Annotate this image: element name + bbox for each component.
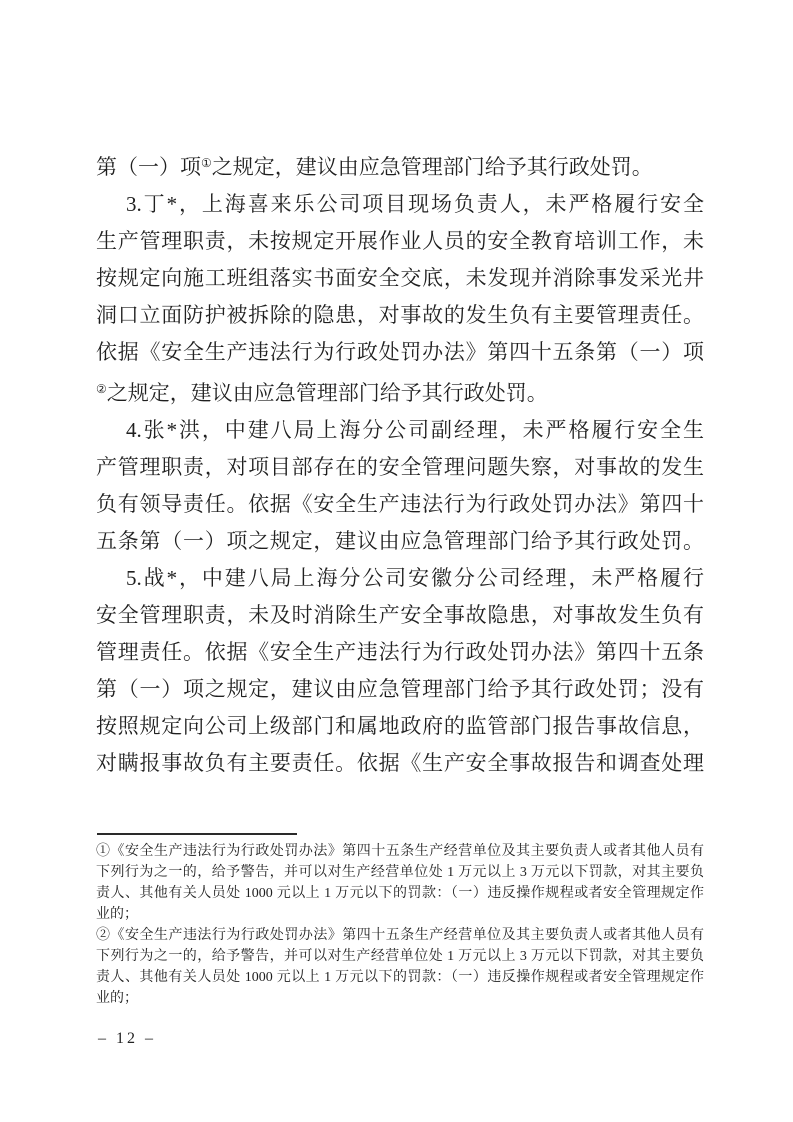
text-line [96, 186, 704, 223]
text-segment: 产管理职责，对项目部存在的安全管理问题失察，对事故的发生 [96, 455, 704, 479]
footnote-marker: ② [96, 928, 111, 943]
text-segment: 洞口立面防护被拆除的隐患，对事故的发生负有主要管理责任。 [96, 303, 704, 327]
text-line [96, 412, 704, 449]
footnote-text: 下列行为之一的，给予警告，并可以对生产经营单位处 1 万元以上 3 万元以下罚款，对其主要负 [96, 949, 704, 964]
footnote-line [96, 988, 704, 1009]
footnote-line [96, 967, 704, 988]
footnote-line [96, 904, 704, 925]
text-line [96, 486, 704, 523]
text-segment: 之规定，建议由应急管理部门给予其行政处罚。 [106, 381, 548, 405]
text-line [96, 597, 704, 634]
text-line [96, 560, 704, 597]
footnote-text: 业的； [96, 907, 138, 922]
footnotes-section [96, 833, 704, 1009]
text-line [96, 371, 704, 412]
text-line [96, 745, 704, 782]
text-segment: 5.战*，中建八局上海分公司安徽分公司经理，未严格履行 [126, 566, 704, 590]
text-line [96, 449, 704, 486]
footnote-marker: ① [96, 844, 111, 859]
footnote-line [96, 883, 704, 904]
footnote-text: 《安全生产违法行为行政处罚办法》第四十五条生产经营单位及其主要负责人或者其他人员有 [110, 928, 705, 943]
text-segment: 生产管理职责，未按规定开展作业人员的安全教育培训工作，未 [96, 229, 704, 253]
footnote-text: 业的； [96, 991, 138, 1006]
text-line [96, 145, 704, 186]
text-segment: 按照规定向公司上级部门和属地政府的监管部门报告事故信息， [96, 714, 704, 738]
footnote-text: 《安全生产违法行为行政处罚办法》第四十五条生产经营单位及其主要负责人或者其他人员有 [110, 844, 705, 859]
footnote-line [96, 862, 704, 883]
text-segment: 按规定向施工班组落实书面安全交底，未发现并消除事发采光井 [96, 266, 704, 290]
text-segment: 3.丁*，上海喜来乐公司项目现场负责人，未严格履行安全 [126, 192, 704, 216]
text-segment: 依据《安全生产违法行为行政处罚办法》第四十五条第（一）项 [96, 340, 704, 364]
text-line [96, 634, 704, 671]
footnote-reference-mark: ② [96, 382, 107, 396]
text-segment: 4.张*洪，中建八局上海分公司副经理，未严格履行安全生 [126, 418, 704, 442]
text-line [96, 297, 704, 334]
text-segment: 对瞒报事故负有主要责任。依据《生产安全事故报告和调查处理 [96, 751, 704, 775]
footnote-lines [96, 841, 704, 1009]
text-segment: 之规定，建议由应急管理部门给予其行政处罚。 [211, 155, 653, 179]
footnote-reference-mark: ① [201, 156, 212, 170]
text-line [96, 708, 704, 745]
body-text [96, 145, 704, 782]
text-line [96, 334, 704, 371]
text-line [96, 223, 704, 260]
text-segment: 五条第（一）项之规定，建议由应急管理部门给予其行政处罚。 [96, 529, 704, 553]
footnote-text: 下列行为之一的，给予警告，并可以对生产经营单位处 1 万元以上 3 万元以下罚款，对其主要负 [96, 865, 704, 880]
text-line [96, 260, 704, 297]
text-line [96, 523, 704, 560]
text-segment: 第（一）项之规定，建议由应急管理部门给予其行政处罚；没有 [96, 677, 704, 701]
text-segment: 负有领导责任。依据《安全生产违法行为行政处罚办法》第四十 [96, 492, 704, 516]
footnote-separator [97, 833, 297, 835]
page-number: – 12 – [98, 1030, 156, 1047]
footnote-line [96, 925, 704, 946]
footnote-text: 责人、其他有关人员处 1000 元以上 1 万元以下的罚款：（一）违反操作规程或者安全管理规定作 [96, 886, 704, 901]
footnote-line [96, 841, 704, 862]
text-segment: 管理责任。依据《安全生产违法行为行政处罚办法》第四十五条 [96, 640, 704, 664]
text-segment: 第（一）项 [96, 155, 201, 179]
text-segment: 安全管理职责，未及时消除生产安全事故隐患，对事故发生负有 [96, 603, 704, 627]
footnote-text: 责人、其他有关人员处 1000 元以上 1 万元以下的罚款：（一）违反操作规程或者安全管理规定作 [96, 970, 704, 985]
text-line [96, 671, 704, 708]
footnote-line [96, 946, 704, 967]
